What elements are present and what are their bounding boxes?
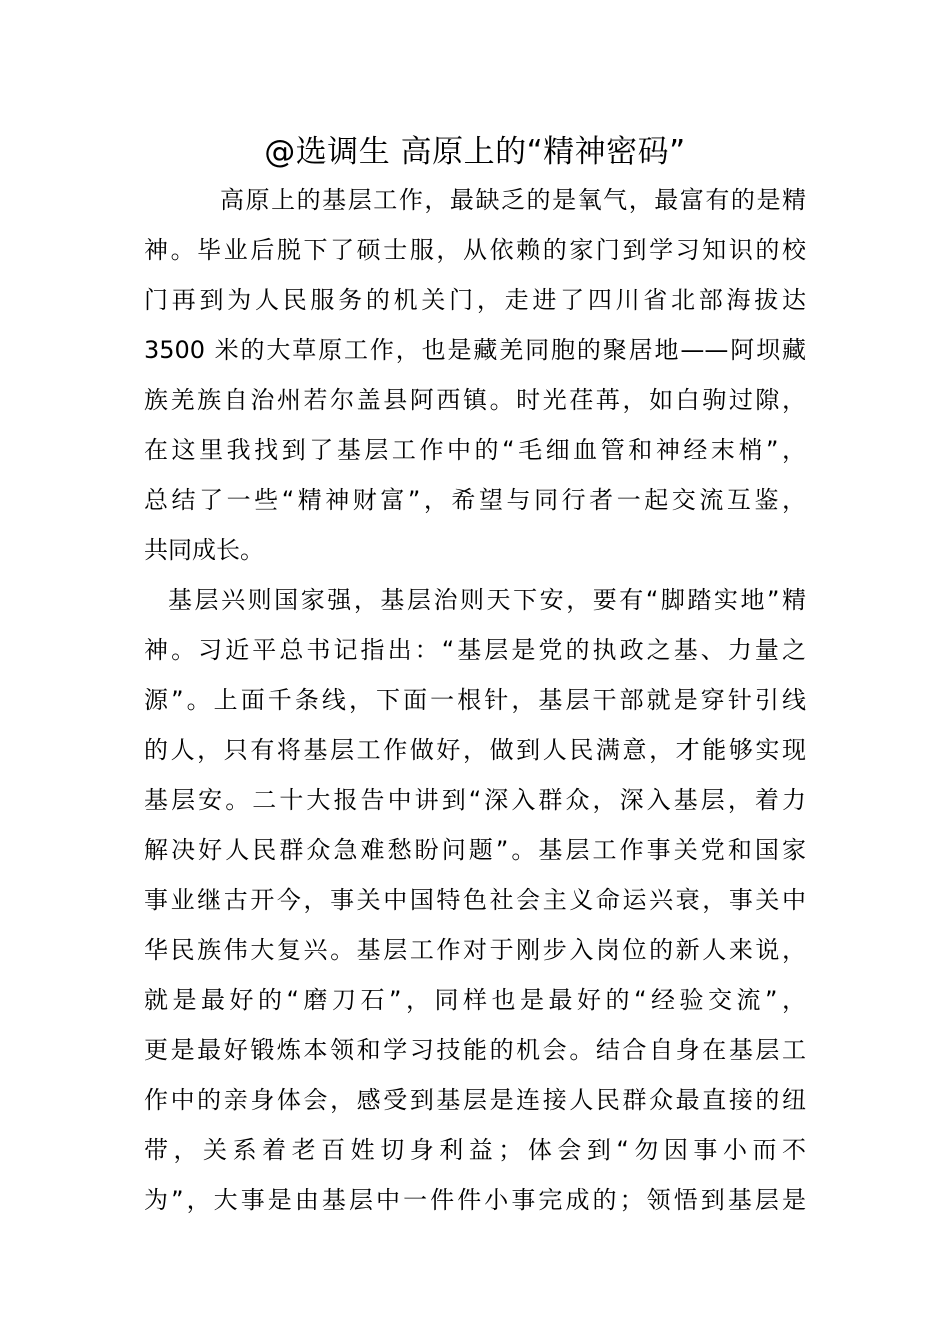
paragraph-line: 族羌族自治州若尔盖县阿西镇。时光荏苒，如白驹过隙，	[144, 386, 806, 414]
paragraph-line: 共同成长。	[144, 536, 264, 564]
paragraph-line: 为”，大事是由基层中一件件小事完成的；领悟到基层是	[144, 1186, 806, 1214]
paragraph-line: 高原上的基层工作，最缺乏的是氧气，最富有的是精	[220, 186, 806, 214]
paragraph-line: 解决好人民群众急难愁盼问题”。基层工作事关党和国家	[144, 836, 806, 864]
paragraph-line: 带，关系着老百姓切身利益；体会到“勿因事小而不	[144, 1136, 806, 1164]
paragraph-line: 华民族伟大复兴。基层工作对于刚步入岗位的新人来说，	[144, 936, 806, 964]
paragraph-line: 的人，只有将基层工作做好，做到人民满意，才能够实现	[144, 736, 806, 764]
paragraph-line: 事业继古开今，事关中国特色社会主义命运兴衰，事关中	[144, 886, 806, 914]
paragraph-line: 源”。上面千条线，下面一根针，基层干部就是穿针引线	[144, 686, 806, 714]
paragraph-line: 门再到为人民服务的机关门，走进了四川省北部海拔达	[144, 286, 806, 314]
document-title: @选调生 高原上的“精神密码”	[264, 134, 686, 170]
paragraph-line: 基层兴则国家强，基层治则天下安，要有“脚踏实地”精	[168, 586, 806, 614]
paragraph-line: 作中的亲身体会，感受到基层是连接人民群众最直接的纽	[144, 1086, 806, 1114]
paragraph-line: 3500 米的大草原工作，也是藏羌同胞的聚居地——阿坝藏	[144, 336, 806, 364]
paragraph-line: 在这里我找到了基层工作中的“毛细血管和神经末梢”，	[144, 436, 806, 464]
paragraph-line: 神。习近平总书记指出：“基层是党的执政之基、力量之	[144, 636, 806, 664]
paragraph-line: 基层安。二十大报告中讲到“深入群众，深入基层，着力	[144, 786, 806, 814]
paragraph-line: 更是最好锻炼本领和学习技能的机会。结合自身在基层工	[144, 1036, 806, 1064]
paragraph-line: 神。毕业后脱下了硕士服，从依赖的家门到学习知识的校	[144, 236, 806, 264]
paragraph-line: 就是最好的“磨刀石”，同样也是最好的“经验交流”，	[144, 986, 806, 1014]
paragraph-line: 总结了一些“精神财富”，希望与同行者一起交流互鉴，	[144, 486, 806, 514]
